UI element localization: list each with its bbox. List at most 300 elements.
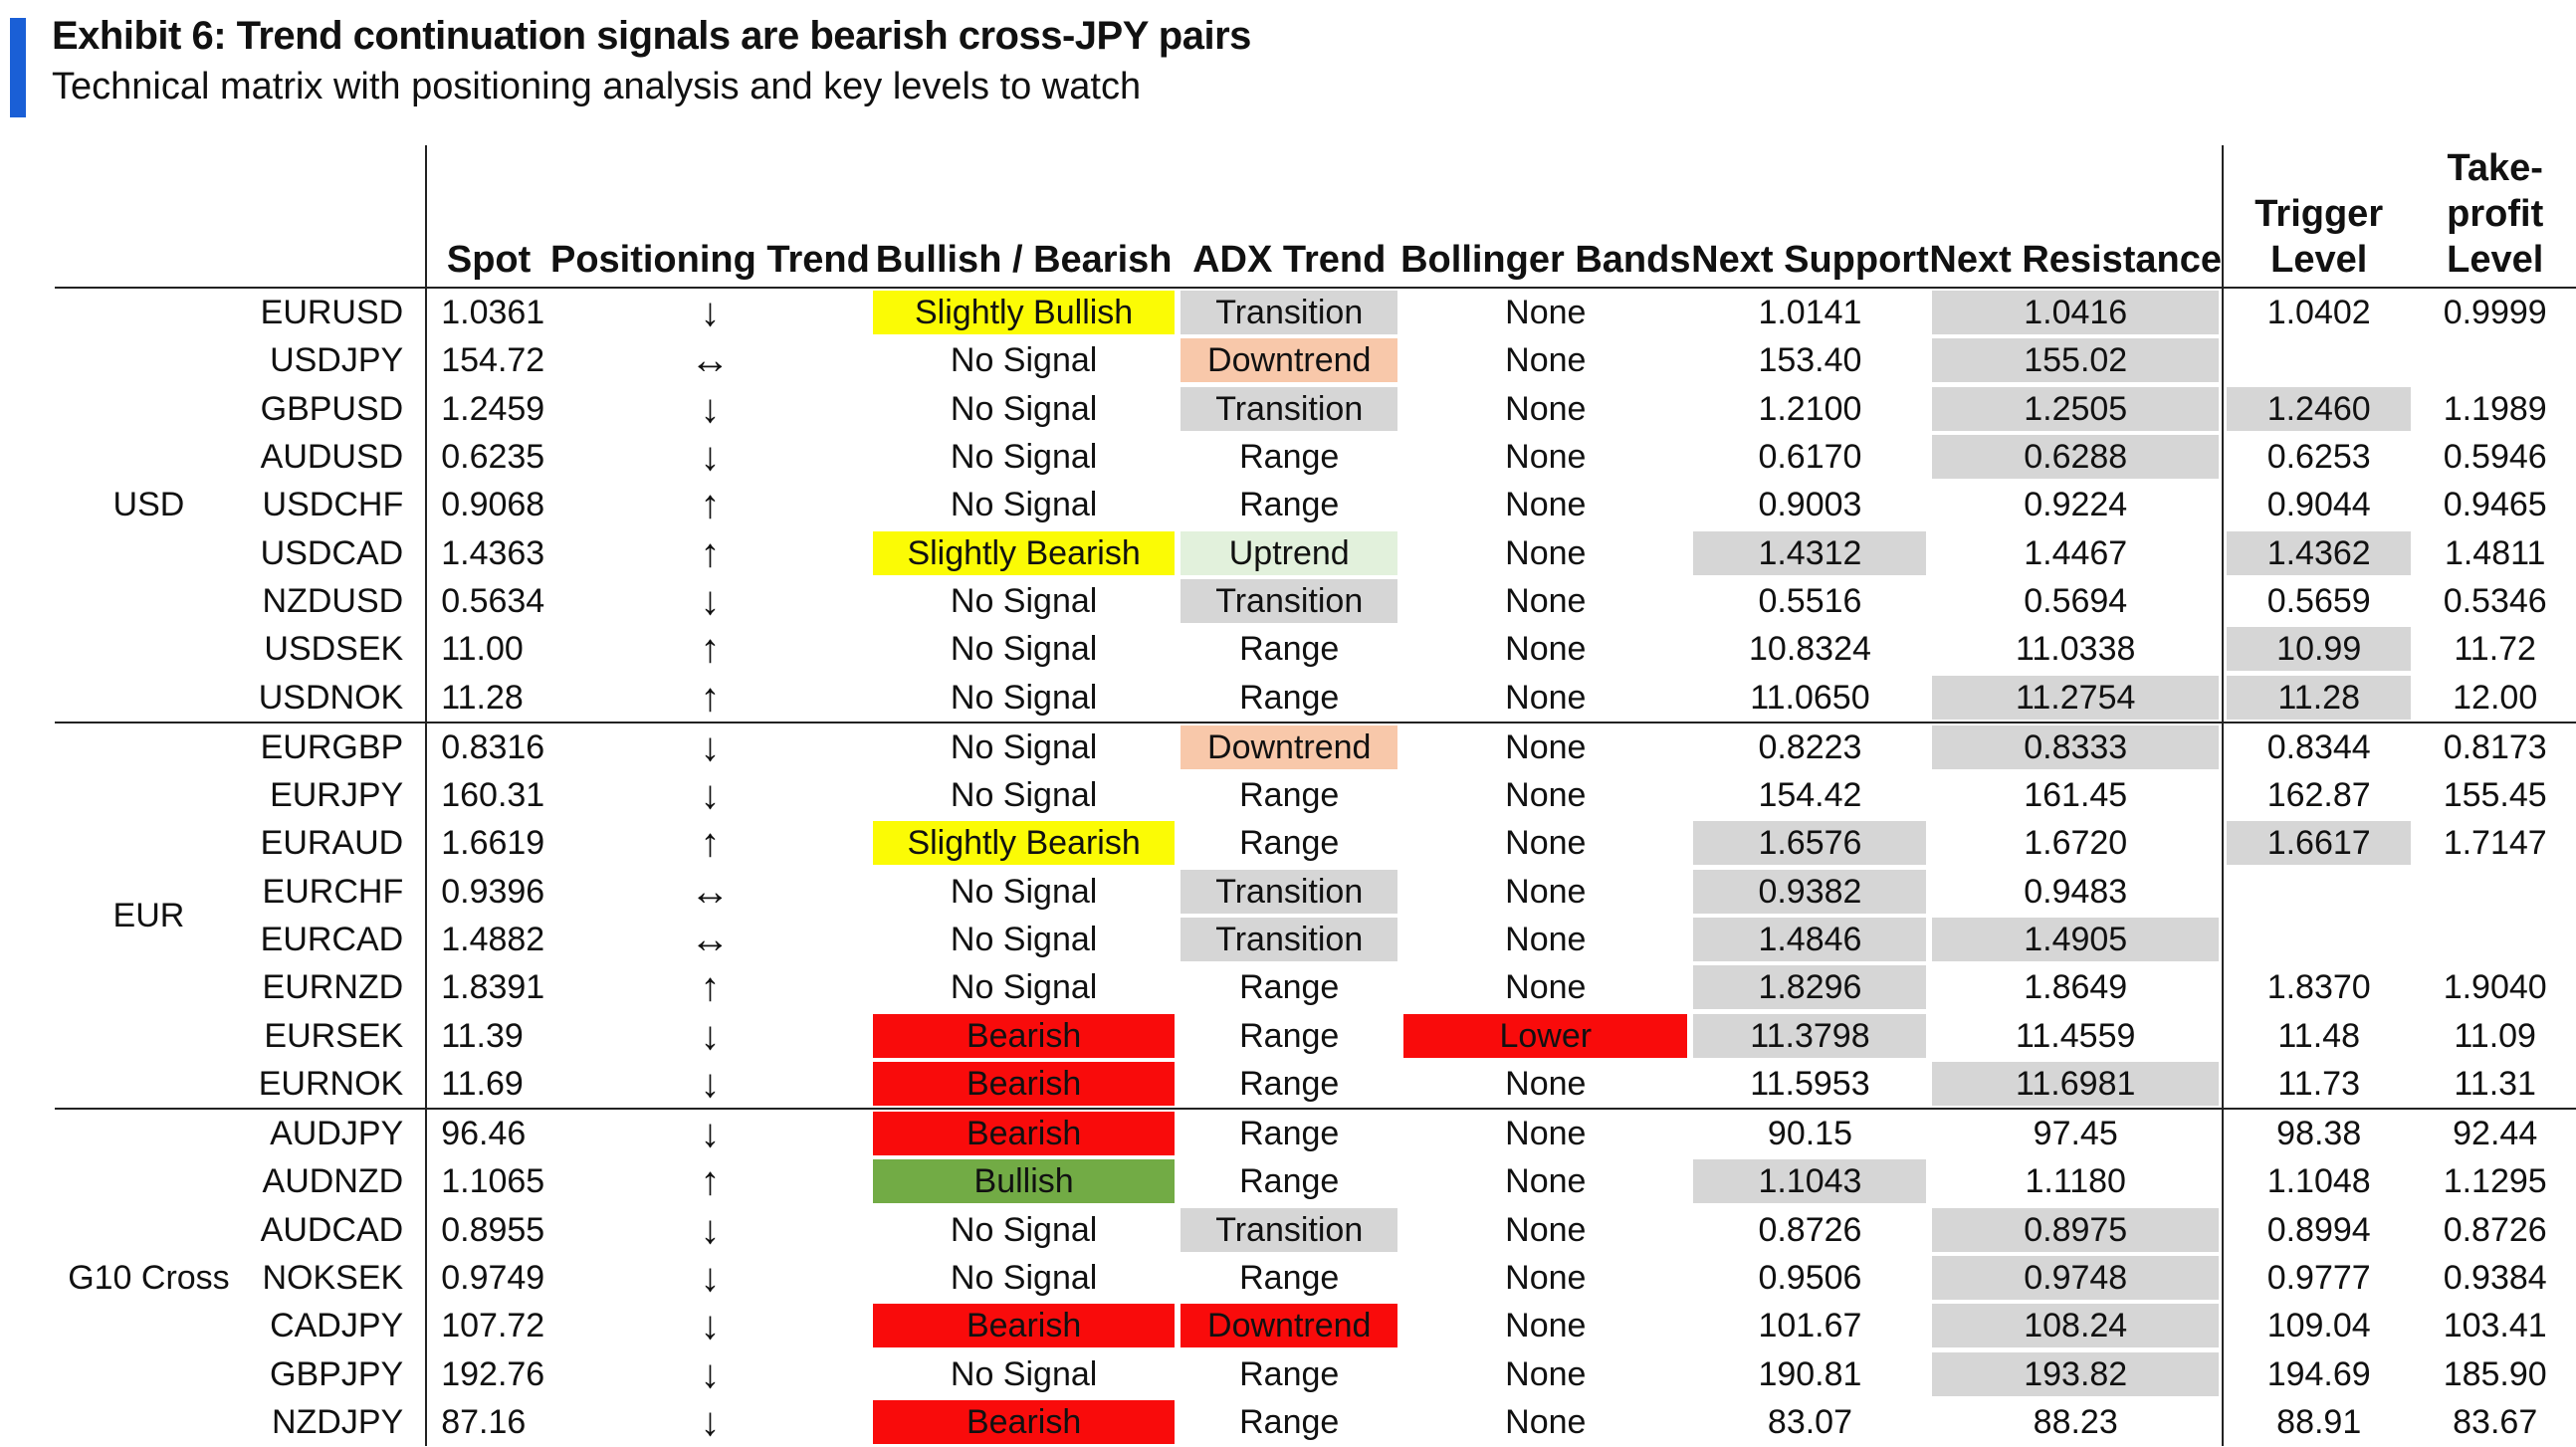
resistance-cell: [1929, 673, 2223, 722]
trigger-cell: [2223, 433, 2414, 481]
bullish-bearish-cell-value: No Signal: [950, 1210, 1098, 1249]
positioning-arrow-cell: [550, 916, 870, 963]
take-profit-cell: [2414, 625, 2576, 673]
pair-cell-value: NOKSEK: [262, 1259, 404, 1298]
adx-trend-cell: [1178, 1302, 1400, 1349]
take-profit-cell: [2414, 1254, 2576, 1302]
bollinger-cell-value: None: [1505, 389, 1587, 428]
trigger-cell: [2223, 1157, 2414, 1205]
spot-cell: [426, 288, 550, 336]
bollinger-cell-value: None: [1505, 1402, 1587, 1441]
trigger-cell-value: 11.48: [2277, 1016, 2360, 1055]
trigger-cell: [2223, 481, 2414, 528]
take-profit-cell-value: 83.67: [2453, 1402, 2538, 1441]
adx-trend-cell-value: Transition: [1181, 387, 1397, 431]
positioning-arrow-cell: [550, 963, 870, 1011]
bollinger-cell: [1400, 625, 1690, 673]
spot-cell: [426, 1157, 550, 1205]
bollinger-cell-value: None: [1505, 1064, 1587, 1103]
adx-trend-cell-value: Range: [1239, 1259, 1340, 1298]
spot-cell-value: 1.4882: [441, 921, 545, 958]
pair-cell: [243, 1398, 426, 1446]
spot-cell: [426, 1350, 550, 1398]
take-profit-cell-value: 0.8173: [2443, 727, 2547, 766]
header-group-blank: [55, 145, 243, 288]
adx-trend-cell: [1178, 1350, 1400, 1398]
take-profit-cell: [2414, 1011, 2576, 1059]
pair-cell-value: USDCAD: [260, 533, 404, 572]
spot-cell-value: 1.1065: [441, 1162, 545, 1201]
bollinger-cell: [1400, 528, 1690, 576]
resistance-cell-value: 0.9224: [2024, 486, 2128, 524]
trigger-cell: [2223, 528, 2414, 576]
support-cell: [1690, 481, 1929, 528]
adx-trend-cell: [1178, 819, 1400, 867]
take-profit-cell: [2414, 771, 2576, 819]
resistance-cell-value: 11.6981: [1932, 1062, 2219, 1106]
pair-cell: [243, 673, 426, 722]
resistance-cell: [1929, 288, 2223, 336]
trigger-cell: [2223, 1398, 2414, 1446]
support-cell: [1690, 1206, 1929, 1254]
pair-cell-value: USDCHF: [262, 486, 404, 524]
positioning-arrow-cell: [550, 1398, 870, 1446]
positioning-arrow-cell-value: ↓: [700, 1399, 721, 1444]
header-bollinger-bands: Bollinger Bands: [1400, 145, 1690, 288]
trigger-cell: [2223, 673, 2414, 722]
positioning-arrow-cell: [550, 1206, 870, 1254]
resistance-cell-value: 1.6720: [2024, 824, 2128, 863]
take-profit-cell: [2414, 1350, 2576, 1398]
positioning-arrow-cell: [550, 1157, 870, 1205]
adx-trend-cell-value: Range: [1239, 1016, 1340, 1055]
bollinger-cell-value: Lower: [1403, 1014, 1687, 1058]
adx-trend-cell-value: Transition: [1181, 579, 1397, 623]
table-row: [55, 1254, 2576, 1302]
positioning-arrow-cell: [550, 481, 870, 528]
bullish-bearish-cell: [870, 385, 1179, 433]
trigger-cell-value: 194.69: [2266, 1354, 2371, 1393]
bollinger-cell: [1400, 433, 1690, 481]
positioning-arrow-cell-value: ↑: [700, 821, 721, 866]
pair-cell: [243, 336, 426, 384]
resistance-cell: [1929, 819, 2223, 867]
header-trigger-line-1: Trigger: [2254, 193, 2384, 235]
group-label: EUR: [55, 723, 243, 1109]
pair-cell-value: NZDUSD: [262, 581, 404, 620]
resistance-cell-value: 1.4905: [1932, 918, 2219, 961]
table-row: [55, 481, 2576, 528]
resistance-cell: [1929, 868, 2223, 916]
table-row: [55, 963, 2576, 1011]
bullish-bearish-cell-value: No Signal: [950, 438, 1098, 477]
spot-cell: [426, 1011, 550, 1059]
header-pair-blank: [243, 145, 426, 288]
positioning-arrow-cell-value: ↓: [700, 1304, 721, 1348]
support-cell-value: 0.8223: [1758, 727, 1862, 766]
bollinger-cell: [1400, 1060, 1690, 1109]
bullish-bearish-cell-value: Slightly Bearish: [873, 821, 1176, 865]
resistance-cell: [1929, 723, 2223, 771]
take-profit-cell: [2414, 528, 2576, 576]
positioning-arrow-cell-value: ↓: [700, 724, 721, 769]
header-tp-line-1: Take-: [2447, 147, 2543, 189]
trigger-cell: [2223, 1011, 2414, 1059]
pair-cell-value: EURCAD: [260, 921, 404, 958]
trigger-cell: [2223, 1206, 2414, 1254]
spot-cell-value: 1.8391: [441, 968, 545, 1007]
resistance-cell-value: 1.1180: [2025, 1162, 2126, 1201]
bullish-bearish-cell-value: No Signal: [950, 486, 1098, 524]
pair-cell-value: USDNOK: [258, 678, 404, 717]
support-cell: [1690, 723, 1929, 771]
take-profit-cell-value: 103.41: [2443, 1307, 2547, 1345]
bullish-bearish-cell-value: No Signal: [950, 727, 1098, 766]
adx-trend-cell: [1178, 1254, 1400, 1302]
support-cell: [1690, 288, 1929, 336]
pair-cell: [243, 868, 426, 916]
trigger-cell-value: 109.04: [2266, 1307, 2371, 1345]
adx-trend-cell-value: Downtrend: [1181, 1304, 1397, 1347]
technical-matrix-table: [55, 145, 2576, 1446]
pair-cell: [243, 288, 426, 336]
adx-trend-cell: [1178, 1060, 1400, 1109]
bollinger-cell-value: None: [1505, 1259, 1587, 1298]
bullish-bearish-cell: [870, 1206, 1179, 1254]
header-adx-trend: ADX Trend: [1178, 145, 1400, 288]
adx-trend-cell-value: Range: [1239, 678, 1340, 717]
bullish-bearish-cell-value: Bearish: [873, 1400, 1176, 1444]
resistance-cell: [1929, 1011, 2223, 1059]
positioning-arrow-cell: [550, 625, 870, 673]
spot-cell: [426, 1206, 550, 1254]
resistance-cell: [1929, 1350, 2223, 1398]
header-trigger-line-2: Level: [2270, 239, 2368, 281]
trigger-cell: [2223, 868, 2414, 916]
bullish-bearish-cell: [870, 1060, 1179, 1109]
bullish-bearish-cell-value: Slightly Bullish: [873, 291, 1176, 334]
take-profit-cell-value: 0.8726: [2443, 1210, 2547, 1249]
spot-cell-value: 1.2459: [441, 389, 545, 428]
bollinger-cell: [1400, 1254, 1690, 1302]
support-cell: [1690, 868, 1929, 916]
resistance-cell: [1929, 916, 2223, 963]
table-row: [55, 625, 2576, 673]
positioning-arrow-cell-value: ↔: [690, 338, 731, 383]
adx-trend-cell-value: Transition: [1181, 870, 1397, 914]
pair-cell-value: GBPJPY: [270, 1354, 404, 1393]
trigger-cell: [2223, 1109, 2414, 1157]
bollinger-cell: [1400, 963, 1690, 1011]
pair-cell: [243, 819, 426, 867]
pair-cell: [243, 1109, 426, 1157]
take-profit-cell-value: 12.00: [2453, 678, 2538, 717]
pair-cell: [243, 528, 426, 576]
support-cell-value: 1.6576: [1693, 821, 1926, 865]
adx-trend-cell: [1178, 1011, 1400, 1059]
table-row: [55, 819, 2576, 867]
header-trigger-level: [2223, 145, 2414, 288]
take-profit-cell: [2414, 433, 2576, 481]
spot-cell-value: 1.6619: [441, 824, 545, 863]
pair-cell-value: USDSEK: [264, 630, 404, 669]
pair-cell: [243, 771, 426, 819]
take-profit-cell: [2414, 1060, 2576, 1109]
trigger-cell-value: 0.9044: [2266, 486, 2371, 524]
take-profit-cell-value: 155.45: [2443, 776, 2547, 815]
resistance-cell-value: 1.4467: [2024, 533, 2128, 572]
bollinger-cell-value: None: [1505, 1307, 1587, 1345]
adx-trend-cell-value: Range: [1239, 630, 1340, 669]
header-positioning-trend: Positioning Trend: [550, 145, 870, 288]
adx-trend-cell-value: Range: [1239, 1354, 1340, 1393]
resistance-cell: [1929, 1060, 2223, 1109]
adx-trend-cell-value: Range: [1239, 968, 1340, 1007]
table-row: [55, 1109, 2576, 1157]
trigger-cell: [2223, 1350, 2414, 1398]
positioning-arrow-cell: [550, 1350, 870, 1398]
adx-trend-cell-value: Downtrend: [1181, 725, 1397, 769]
resistance-cell-value: 108.24: [1932, 1304, 2219, 1347]
support-cell: [1690, 1254, 1929, 1302]
bullish-bearish-cell-value: Bearish: [873, 1304, 1176, 1347]
bollinger-cell: [1400, 723, 1690, 771]
positioning-arrow-cell: [550, 1254, 870, 1302]
take-profit-cell: [2414, 1398, 2576, 1446]
take-profit-cell: [2414, 963, 2576, 1011]
resistance-cell-value: 97.45: [2033, 1115, 2118, 1153]
resistance-cell: [1929, 1206, 2223, 1254]
bollinger-cell-value: None: [1505, 341, 1587, 380]
positioning-arrow-cell: [550, 1109, 870, 1157]
positioning-arrow-cell: [550, 336, 870, 384]
resistance-cell: [1929, 1157, 2223, 1205]
bollinger-cell: [1400, 819, 1690, 867]
pair-cell: [243, 577, 426, 625]
adx-trend-cell: [1178, 1206, 1400, 1254]
positioning-arrow-cell-value: ↑: [700, 627, 721, 672]
pair-cell-value: NZDJPY: [271, 1402, 404, 1441]
table-row: [55, 771, 2576, 819]
spot-cell-value: 11.39: [441, 1016, 524, 1055]
adx-trend-cell-value: Uptrend: [1181, 531, 1397, 575]
trigger-cell-value: 88.91: [2276, 1402, 2362, 1441]
resistance-cell-value: 0.9748: [1932, 1256, 2219, 1300]
pair-cell-value: AUDUSD: [260, 438, 404, 477]
resistance-cell-value: 88.23: [2033, 1402, 2118, 1441]
table-row: [55, 528, 2576, 576]
header-next-resistance: Next Resistance: [1929, 145, 2223, 288]
resistance-cell-value: 161.45: [2024, 776, 2128, 815]
spot-cell-value: 0.8316: [441, 727, 545, 766]
spot-cell: [426, 385, 550, 433]
positioning-arrow-cell-value: ↓: [700, 1061, 721, 1106]
support-cell-value: 11.3798: [1693, 1014, 1926, 1058]
pair-cell-value: EURNZD: [262, 968, 404, 1007]
header-next-support: Next Support: [1690, 145, 1929, 288]
bullish-bearish-cell: [870, 1011, 1179, 1059]
trigger-cell-value: 0.8994: [2266, 1210, 2371, 1249]
take-profit-cell: [2414, 481, 2576, 528]
resistance-cell: [1929, 625, 2223, 673]
spot-cell: [426, 868, 550, 916]
table-row: [55, 1350, 2576, 1398]
spot-cell-value: 96.46: [441, 1115, 527, 1153]
support-cell-value: 1.0141: [1758, 294, 1862, 332]
spot-cell-value: 1.4363: [441, 533, 545, 572]
bollinger-cell-value: None: [1505, 1115, 1587, 1153]
bullish-bearish-cell-value: No Signal: [950, 968, 1098, 1007]
bullish-bearish-cell: [870, 433, 1179, 481]
exhibit-accent-bar: [10, 18, 26, 117]
adx-trend-cell-value: Range: [1239, 1064, 1340, 1103]
support-cell: [1690, 1157, 1929, 1205]
pair-cell-value: AUDCAD: [260, 1210, 404, 1249]
take-profit-cell-value: 11.09: [2454, 1016, 2536, 1055]
spot-cell: [426, 336, 550, 384]
trigger-cell-value: 1.8370: [2266, 968, 2371, 1007]
bullish-bearish-cell: [870, 481, 1179, 528]
positioning-arrow-cell-value: ↑: [700, 483, 721, 527]
resistance-cell-value: 155.02: [1932, 338, 2219, 382]
resistance-cell: [1929, 481, 2223, 528]
spot-cell-value: 0.9749: [441, 1259, 545, 1298]
header-bullish-bearish: Bullish / Bearish: [870, 145, 1179, 288]
positioning-arrow-cell-value: ↑: [700, 675, 721, 720]
bullish-bearish-cell: [870, 819, 1179, 867]
spot-cell-value: 192.76: [441, 1354, 545, 1393]
spot-cell: [426, 723, 550, 771]
trigger-cell: [2223, 1060, 2414, 1109]
pair-cell: [243, 963, 426, 1011]
exhibit-title: Exhibit 6: Trend continuation signals are bearish cross-JPY pairs: [52, 14, 1251, 58]
take-profit-cell: [2414, 916, 2576, 963]
pair-cell: [243, 1254, 426, 1302]
table-row: [55, 1302, 2576, 1349]
table-row: [55, 433, 2576, 481]
bollinger-cell: [1400, 385, 1690, 433]
positioning-arrow-cell-value: ↓: [700, 386, 721, 431]
bullish-bearish-cell-value: No Signal: [950, 921, 1098, 958]
take-profit-cell: [2414, 868, 2576, 916]
pair-cell-value: USDJPY: [270, 341, 404, 380]
resistance-cell: [1929, 577, 2223, 625]
pair-cell-value: CADJPY: [270, 1307, 404, 1345]
resistance-cell: [1929, 433, 2223, 481]
trigger-cell: [2223, 385, 2414, 433]
bullish-bearish-cell-value: No Signal: [950, 341, 1098, 380]
bollinger-cell-value: None: [1505, 630, 1587, 669]
adx-trend-cell: [1178, 336, 1400, 384]
bollinger-cell-value: None: [1505, 776, 1587, 815]
pair-cell-value: EURUSD: [260, 294, 404, 332]
bollinger-cell: [1400, 771, 1690, 819]
table-row: [55, 336, 2576, 384]
bullish-bearish-cell-value: No Signal: [950, 872, 1098, 911]
support-cell-value: 0.8726: [1758, 1210, 1862, 1249]
adx-trend-cell: [1178, 771, 1400, 819]
trigger-cell-value: 1.1048: [2266, 1162, 2371, 1201]
table-row: [55, 288, 2576, 336]
positioning-arrow-cell-value: ↓: [700, 291, 721, 335]
resistance-cell: [1929, 963, 2223, 1011]
trigger-cell: [2223, 819, 2414, 867]
spot-cell-value: 0.8955: [441, 1210, 545, 1249]
bollinger-cell: [1400, 1350, 1690, 1398]
group-label: G10 Cross: [55, 1109, 243, 1446]
support-cell-value: 1.2100: [1758, 389, 1862, 428]
resistance-cell: [1929, 336, 2223, 384]
support-cell: [1690, 625, 1929, 673]
spot-cell: [426, 577, 550, 625]
support-cell-value: 154.42: [1758, 776, 1862, 815]
bollinger-cell-value: None: [1505, 438, 1587, 477]
adx-trend-cell-value: Transition: [1181, 291, 1397, 334]
bollinger-cell-value: None: [1505, 824, 1587, 863]
table-header-row: [55, 145, 2576, 288]
positioning-arrow-cell-value: ↓: [700, 435, 721, 480]
take-profit-cell: [2414, 1109, 2576, 1157]
support-cell-value: 0.9506: [1758, 1259, 1862, 1298]
resistance-cell-value: 11.4559: [2016, 1016, 2136, 1055]
bollinger-cell: [1400, 868, 1690, 916]
header-tp-line-2: profit: [2447, 193, 2544, 235]
spot-cell-value: 0.9068: [441, 486, 545, 524]
adx-trend-cell-value: Range: [1239, 1115, 1340, 1153]
support-cell: [1690, 577, 1929, 625]
spot-cell-value: 11.69: [441, 1064, 524, 1103]
support-cell-value: 101.67: [1758, 1307, 1862, 1345]
table-row: [55, 1398, 2576, 1446]
support-cell-value: 190.81: [1758, 1354, 1862, 1393]
pair-cell-value: EURSEK: [264, 1016, 404, 1055]
take-profit-cell-value: 1.1295: [2443, 1162, 2547, 1201]
spot-cell: [426, 963, 550, 1011]
trigger-cell: [2223, 336, 2414, 384]
resistance-cell: [1929, 1302, 2223, 1349]
take-profit-cell-value: 0.5346: [2443, 581, 2547, 620]
bollinger-cell-value: None: [1505, 581, 1587, 620]
bullish-bearish-cell: [870, 577, 1179, 625]
bullish-bearish-cell-value: Bearish: [873, 1014, 1176, 1058]
bullish-bearish-cell: [870, 288, 1179, 336]
resistance-cell-value: 0.8975: [1932, 1208, 2219, 1252]
adx-trend-cell: [1178, 673, 1400, 722]
bollinger-cell-value: None: [1505, 678, 1587, 717]
trigger-cell: [2223, 771, 2414, 819]
bullish-bearish-cell: [870, 916, 1179, 963]
bullish-bearish-cell-value: No Signal: [950, 776, 1098, 815]
bullish-bearish-cell: [870, 336, 1179, 384]
pair-cell: [243, 1350, 426, 1398]
table-row: [55, 1157, 2576, 1205]
positioning-arrow-cell-value: ↓: [700, 1207, 721, 1252]
take-profit-cell: [2414, 288, 2576, 336]
positioning-arrow-cell: [550, 1302, 870, 1349]
adx-trend-cell: [1178, 288, 1400, 336]
resistance-cell-value: 1.2505: [1932, 387, 2219, 431]
bullish-bearish-cell: [870, 1398, 1179, 1446]
resistance-cell-value: 11.0338: [2016, 630, 2136, 669]
positioning-arrow-cell-value: ↓: [700, 1013, 721, 1058]
support-cell: [1690, 673, 1929, 722]
spot-cell: [426, 481, 550, 528]
trigger-cell-value: 10.99: [2227, 627, 2411, 671]
bullish-bearish-cell-value: No Signal: [950, 389, 1098, 428]
take-profit-cell: [2414, 336, 2576, 384]
trigger-cell-value: 0.9777: [2266, 1259, 2371, 1298]
spot-cell-value: 154.72: [441, 341, 545, 380]
